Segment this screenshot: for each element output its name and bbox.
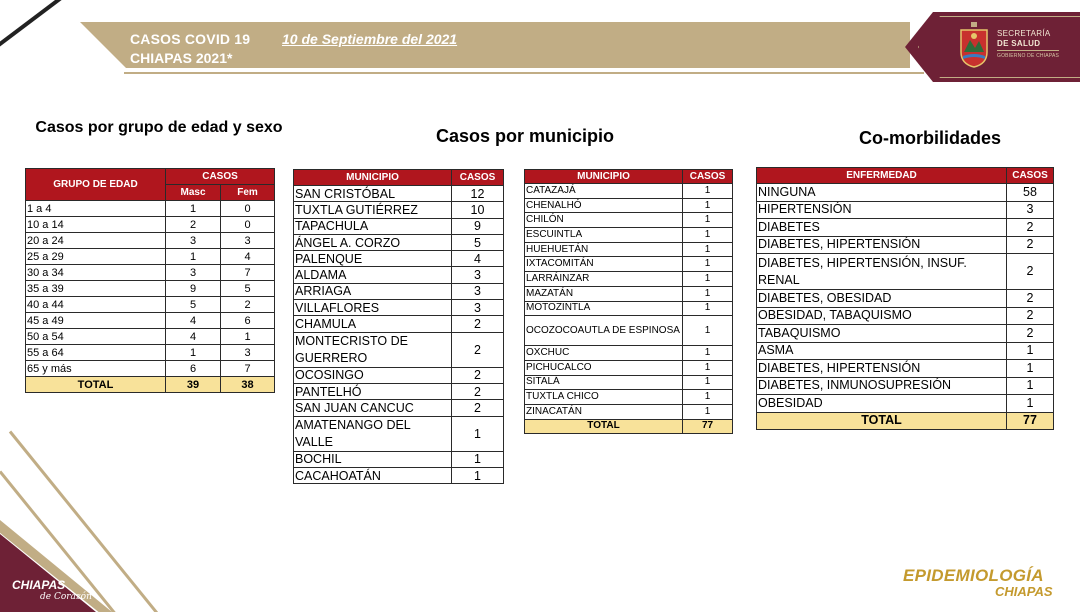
fem-cell: 7 xyxy=(221,265,275,281)
casos-cell: 2 xyxy=(452,367,504,383)
enfermedad-cell: TABAQUISMO xyxy=(757,325,1007,343)
municipio-section-title: Casos por municipio xyxy=(435,126,615,146)
municipio-cell: MAZATÁN xyxy=(525,286,683,301)
municipio-cell: OXCHUC xyxy=(525,346,683,361)
total-value: 77 xyxy=(1007,412,1054,430)
masc-cell: 3 xyxy=(166,233,221,249)
casos-cell: 1 xyxy=(683,257,733,272)
casos-cell: 12 xyxy=(452,186,504,202)
municipio-cell: SITALÁ xyxy=(525,375,683,390)
casos-cell: 2 xyxy=(1007,236,1054,254)
table-row xyxy=(525,228,733,243)
table-row xyxy=(757,184,1054,202)
table-row xyxy=(26,297,275,313)
comorbidity-table xyxy=(756,167,1054,430)
casos-cell: 4 xyxy=(452,251,504,267)
casos-cell: 2 xyxy=(1007,219,1054,237)
table-row xyxy=(26,329,275,345)
casos-cell: 1 xyxy=(452,467,504,483)
table-row xyxy=(294,467,504,483)
casos-cell: 1 xyxy=(452,451,504,467)
table-row xyxy=(26,233,275,249)
table-row xyxy=(294,186,504,202)
municipio-cell: IXTACOMITÁN xyxy=(525,257,683,272)
logo-line-2: DE SALUD xyxy=(997,39,1041,48)
casos-header: CASOS xyxy=(683,170,733,184)
fem-cell: 0 xyxy=(221,201,275,217)
table-row xyxy=(294,218,504,234)
table-row xyxy=(757,360,1054,378)
table-row xyxy=(294,202,504,218)
table-row xyxy=(525,257,733,272)
header-subtitle: CHIAPAS 2021* xyxy=(130,50,233,66)
casos-cell: 1 xyxy=(683,213,733,228)
casos-cell: 1 xyxy=(683,198,733,213)
masc-cell: 4 xyxy=(166,329,221,345)
casos-cell: 58 xyxy=(1007,184,1054,202)
table-row xyxy=(525,198,733,213)
municipio-cell: ESCUINTLA xyxy=(525,228,683,243)
municipio-cell: PANTELHÓ xyxy=(294,383,452,399)
municipio-cell: TUXTLA GUTIÉRREZ xyxy=(294,202,452,218)
casos-cell: 1 xyxy=(683,228,733,243)
casos-cell: 2 xyxy=(1007,307,1054,325)
municipio-cell: CHAMULA xyxy=(294,316,452,332)
table-row xyxy=(757,307,1054,325)
table-row xyxy=(294,400,504,416)
logo-line-1: SECRETARÍA xyxy=(997,29,1051,38)
enfermedad-cell: DIABETES, INMUNOSUPRESIÓN xyxy=(757,377,1007,395)
enfermedad-cell: DIABETES, OBESIDAD xyxy=(757,290,1007,308)
table-row xyxy=(294,367,504,383)
age-group-cell: 10 a 14 xyxy=(26,217,166,233)
logo-line-3: GOBIERNO DE CHIAPAS xyxy=(997,53,1060,59)
total-value: 77 xyxy=(683,419,733,434)
table-row xyxy=(26,249,275,265)
municipio-cell: PICHUCALCO xyxy=(525,360,683,375)
casos-cell: 5 xyxy=(452,234,504,250)
casos-header: CASOS xyxy=(1007,168,1054,184)
header-title: CASOS COVID 19 xyxy=(130,31,251,47)
municipio-cell: PALENQUE xyxy=(294,251,452,267)
casos-cell: 2 xyxy=(452,316,504,332)
municipio-cell: TUXTLA CHICO xyxy=(525,390,683,405)
chiapas-shield-icon xyxy=(958,22,990,68)
table-row xyxy=(757,236,1054,254)
municipio-cell: CHENALHÓ xyxy=(525,198,683,213)
masc-cell: 1 xyxy=(166,249,221,265)
fem-cell: 6 xyxy=(221,313,275,329)
municipio-header: MUNICIPIO xyxy=(525,170,683,184)
chiapas-brand-tagline: de Corazón xyxy=(40,592,92,602)
table-row xyxy=(525,272,733,287)
masc-cell: 3 xyxy=(166,265,221,281)
table-row xyxy=(26,361,275,377)
table-row xyxy=(294,332,504,367)
table-row xyxy=(525,346,733,361)
table-row xyxy=(757,325,1054,343)
total-row xyxy=(757,412,1054,430)
municipio-cell: BOCHIL xyxy=(294,451,452,467)
table-row xyxy=(294,267,504,283)
age-section-title: Casos por grupo de edad y sexo xyxy=(35,119,283,136)
municipio-cell: MONTECRISTO DE GUERRERO xyxy=(294,332,452,367)
header-slash-decoration xyxy=(0,0,73,52)
age-group-cell: 65 y más xyxy=(26,361,166,377)
fem-cell: 1 xyxy=(221,329,275,345)
casos-cell: 2 xyxy=(452,383,504,399)
casos-cell: 3 xyxy=(452,267,504,283)
municipio-cell: MOTOZINTLA xyxy=(525,301,683,316)
casos-cell: 1 xyxy=(1007,360,1054,378)
age-group-cell: 1 a 4 xyxy=(26,201,166,217)
table-row xyxy=(26,265,275,281)
casos-cell: 1 xyxy=(683,301,733,316)
enfermedad-cell: DIABETES xyxy=(757,219,1007,237)
municipio-cell: ALDAMA xyxy=(294,267,452,283)
fem-cell: 5 xyxy=(221,281,275,297)
casos-cell: 1 xyxy=(1007,342,1054,360)
municipio-cell: OCOZOCOAUTLA DE ESPINOSA xyxy=(525,316,683,346)
municipio-cell: HUEHUETÁN xyxy=(525,242,683,257)
enfermedad-cell: OBESIDAD, TABAQUISMO xyxy=(757,307,1007,325)
table-row xyxy=(525,404,733,419)
casos-cell: 1 xyxy=(1007,395,1054,413)
age-group-cell: 50 a 54 xyxy=(26,329,166,345)
fem-cell: 0 xyxy=(221,217,275,233)
table-row xyxy=(26,313,275,329)
table-row xyxy=(757,201,1054,219)
enfermedad-cell: DIABETES, HIPERTENSIÓN xyxy=(757,360,1007,378)
municipio-cell: CACAHOATÁN xyxy=(294,467,452,483)
age-group-cell: 20 a 24 xyxy=(26,233,166,249)
table-row xyxy=(525,301,733,316)
fem-cell: 4 xyxy=(221,249,275,265)
table-row xyxy=(294,451,504,467)
epidemiologia-logo: EPIDEMIOLOGÍA xyxy=(903,566,1044,585)
casos-cell: 1 xyxy=(683,316,733,346)
casos-cell: 10 xyxy=(452,202,504,218)
age-group-cell: 45 a 49 xyxy=(26,313,166,329)
casos-cell: 2 xyxy=(1007,325,1054,343)
masc-cell: 5 xyxy=(166,297,221,313)
age-group-cell: 25 a 29 xyxy=(26,249,166,265)
table-row xyxy=(26,217,275,233)
table-row xyxy=(757,395,1054,413)
total-label: TOTAL xyxy=(757,412,1007,430)
header-underline xyxy=(124,72,924,74)
casos-cell: 1 xyxy=(683,390,733,405)
age-group-cell: 35 a 39 xyxy=(26,281,166,297)
table-row xyxy=(26,345,275,361)
municipio-cell: TAPACHULA xyxy=(294,218,452,234)
enfermedad-cell: NINGUNA xyxy=(757,184,1007,202)
casos-cell: 1 xyxy=(683,375,733,390)
casos-cell: 9 xyxy=(452,218,504,234)
table-row xyxy=(294,283,504,299)
age-group-cell: 30 a 34 xyxy=(26,265,166,281)
table-row xyxy=(294,316,504,332)
casos-header: CASOS xyxy=(452,170,504,186)
total-row xyxy=(26,377,275,393)
chiapas-brand-logo: CHIAPAS xyxy=(12,578,66,592)
masc-cell: 6 xyxy=(166,361,221,377)
total-row xyxy=(525,419,733,434)
masc-cell: 2 xyxy=(166,217,221,233)
table-row xyxy=(294,383,504,399)
masc-cell: 4 xyxy=(166,313,221,329)
total-label: TOTAL xyxy=(26,377,166,393)
table-row xyxy=(757,342,1054,360)
total-label: TOTAL xyxy=(525,419,683,434)
table-row xyxy=(757,254,1054,290)
casos-cell: 3 xyxy=(452,283,504,299)
masc-cell: 1 xyxy=(166,345,221,361)
casos-cell: 2 xyxy=(452,332,504,367)
enfermedad-header: ENFERMEDAD xyxy=(757,168,1007,184)
casos-cell: 2 xyxy=(1007,290,1054,308)
header-date: 10 de Septiembre del 2021 xyxy=(282,31,458,47)
enfermedad-cell: DIABETES, HIPERTENSIÓN xyxy=(757,236,1007,254)
casos-cell: 1 xyxy=(1007,377,1054,395)
table-row xyxy=(294,251,504,267)
municipio-table-right xyxy=(524,169,733,434)
table-row xyxy=(294,416,504,451)
municipio-cell: CHILÓN xyxy=(525,213,683,228)
table-row xyxy=(525,375,733,390)
epidemiologia-logo-sub: CHIAPAS xyxy=(995,584,1053,599)
table-row xyxy=(26,201,275,217)
casos-cell: 1 xyxy=(683,346,733,361)
age-group-table xyxy=(25,168,275,393)
age-fem-header: Fem xyxy=(221,185,275,201)
municipio-cell: VILLAFLORES xyxy=(294,300,452,316)
fem-cell: 3 xyxy=(221,233,275,249)
casos-cell: 1 xyxy=(683,184,733,199)
fem-cell: 2 xyxy=(221,297,275,313)
municipio-header: MUNICIPIO xyxy=(294,170,452,186)
enfermedad-cell: HIPERTENSIÓN xyxy=(757,201,1007,219)
table-row xyxy=(294,300,504,316)
logo-divider xyxy=(997,50,1059,51)
municipio-table-left xyxy=(293,169,504,484)
fem-cell: 3 xyxy=(221,345,275,361)
enfermedad-cell: DIABETES, HIPERTENSIÓN, INSUF. RENAL xyxy=(757,254,1007,290)
table-row xyxy=(525,242,733,257)
age-group-cell: 55 a 64 xyxy=(26,345,166,361)
table-row xyxy=(525,316,733,346)
fem-cell: 7 xyxy=(221,361,275,377)
municipio-cell: OCOSINGO xyxy=(294,367,452,383)
age-group-cell: 40 a 44 xyxy=(26,297,166,313)
table-row xyxy=(525,213,733,228)
municipio-cell: ARRIAGA xyxy=(294,283,452,299)
casos-cell: 1 xyxy=(683,360,733,375)
casos-cell: 1 xyxy=(683,272,733,287)
table-row xyxy=(757,290,1054,308)
municipio-cell: ÁNGEL A. CORZO xyxy=(294,234,452,250)
municipio-cell: LARRÁINZAR xyxy=(525,272,683,287)
table-row xyxy=(757,219,1054,237)
masc-cell: 1 xyxy=(166,201,221,217)
municipio-cell: ZINACATÁN xyxy=(525,404,683,419)
municipio-cell: CATAZAJÁ xyxy=(525,184,683,199)
municipio-cell: SAN CRISTÓBAL xyxy=(294,186,452,202)
total-fem: 38 xyxy=(221,377,275,393)
table-row xyxy=(294,234,504,250)
municipio-cell: SAN JUAN CANCUC xyxy=(294,400,452,416)
table-row xyxy=(525,184,733,199)
enfermedad-cell: OBESIDAD xyxy=(757,395,1007,413)
casos-cell: 2 xyxy=(452,400,504,416)
municipio-cell: AMATENANGO DEL VALLE xyxy=(294,416,452,451)
total-masc: 39 xyxy=(166,377,221,393)
casos-cell: 1 xyxy=(683,404,733,419)
table-row xyxy=(525,390,733,405)
enfermedad-cell: ASMA xyxy=(757,342,1007,360)
age-cases-header: CASOS xyxy=(166,169,275,185)
casos-cell: 1 xyxy=(683,242,733,257)
table-row xyxy=(757,377,1054,395)
comorbidity-section-title: Co-morbilidades xyxy=(858,128,1001,148)
casos-cell: 2 xyxy=(1007,254,1054,290)
casos-cell: 3 xyxy=(1007,201,1054,219)
casos-cell: 3 xyxy=(452,300,504,316)
masc-cell: 9 xyxy=(166,281,221,297)
casos-cell: 1 xyxy=(683,286,733,301)
age-masc-header: Masc xyxy=(166,185,221,201)
table-row xyxy=(525,286,733,301)
casos-cell: 1 xyxy=(452,416,504,451)
table-row xyxy=(525,360,733,375)
age-group-header: GRUPO DE EDAD xyxy=(26,169,166,201)
table-row xyxy=(26,281,275,297)
